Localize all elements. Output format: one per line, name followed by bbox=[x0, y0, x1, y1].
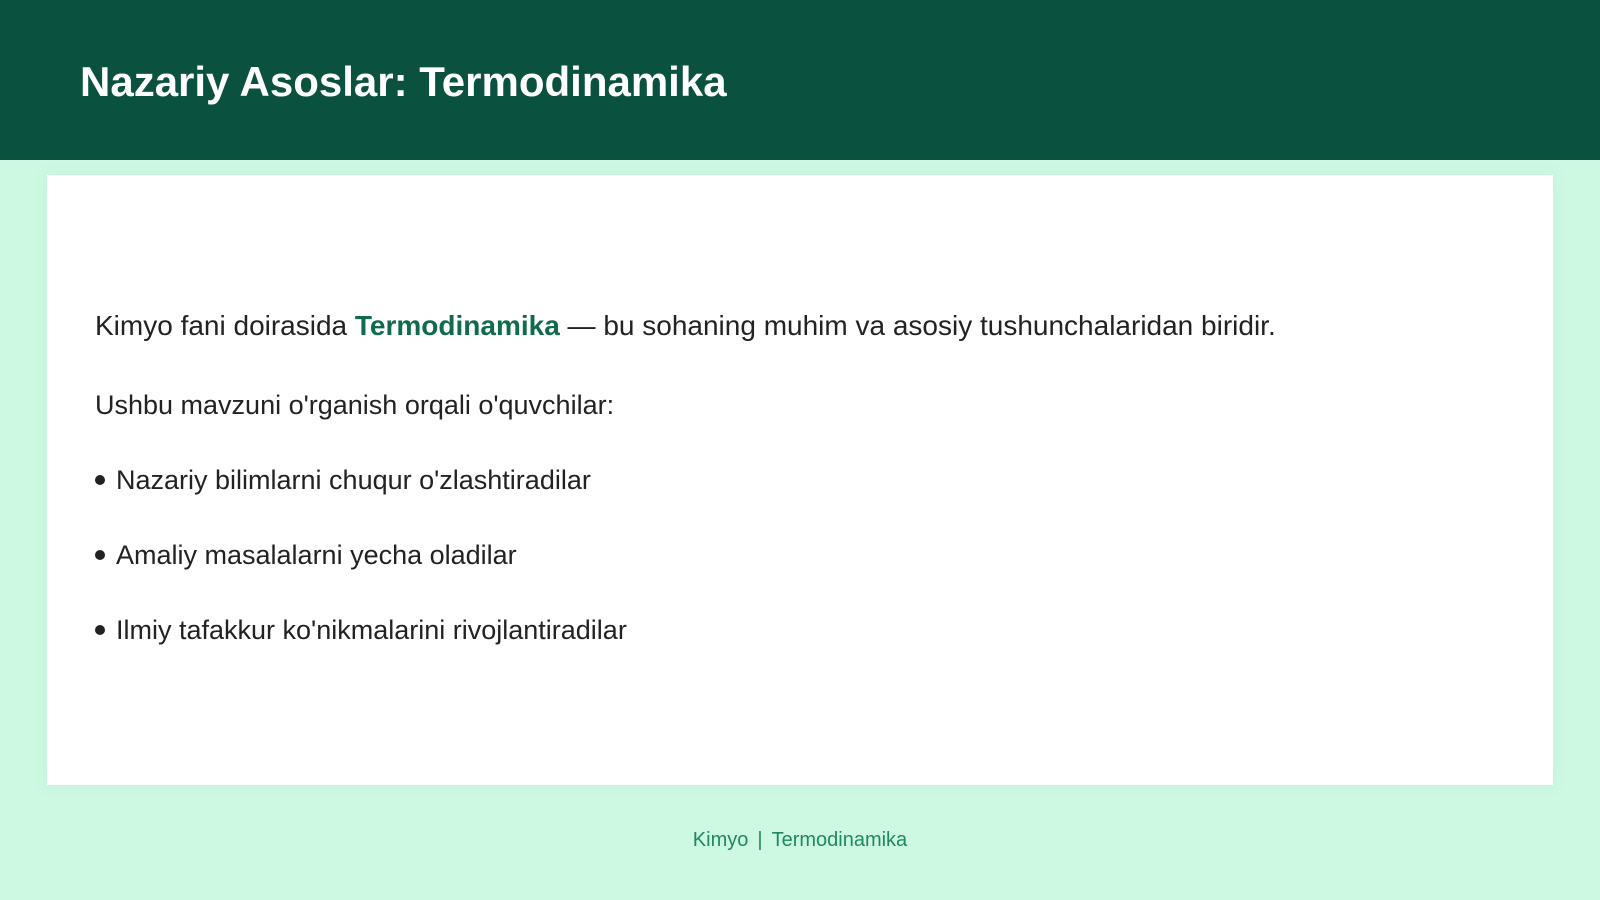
bullet-dot-icon bbox=[95, 550, 105, 560]
intro-text-before: Kimyo fani doirasida bbox=[95, 310, 355, 341]
slide-footer bbox=[0, 827, 1600, 853]
intro-paragraph bbox=[95, 308, 1276, 344]
bullet-item bbox=[95, 538, 627, 613]
bullet-dot-icon bbox=[95, 625, 105, 635]
intro-text-after: — bu sohaning muhim va asosiy tushunchalaridan biridir. bbox=[559, 310, 1276, 341]
bullet-item bbox=[95, 463, 627, 538]
highlighted-term: Termodinamika bbox=[354, 310, 560, 341]
content-card bbox=[47, 175, 1553, 785]
bullet-item bbox=[95, 613, 627, 688]
bullet-list bbox=[95, 463, 627, 688]
slide-header bbox=[0, 0, 1600, 160]
bullet-text: Ilmiy tafakkur ko'nikmalarini rivojlantiradilar bbox=[116, 615, 627, 645]
footer-topic: Termodinamika bbox=[771, 829, 908, 851]
bullet-text: Nazariy bilimlarni chuqur o'zlashtiradilar bbox=[116, 465, 591, 495]
footer-separator: | bbox=[757, 829, 763, 851]
bullet-text: Amaliy masalalarni yecha oladilar bbox=[116, 540, 517, 570]
bullet-dot-icon bbox=[95, 475, 105, 485]
lead-text: Ushbu mavzuni o'rganish orqali o'quvchilar: bbox=[95, 390, 615, 420]
footer-subject: Kimyo bbox=[692, 829, 749, 851]
slide-title: Nazariy Asoslar: Termodinamika bbox=[80, 58, 727, 105]
